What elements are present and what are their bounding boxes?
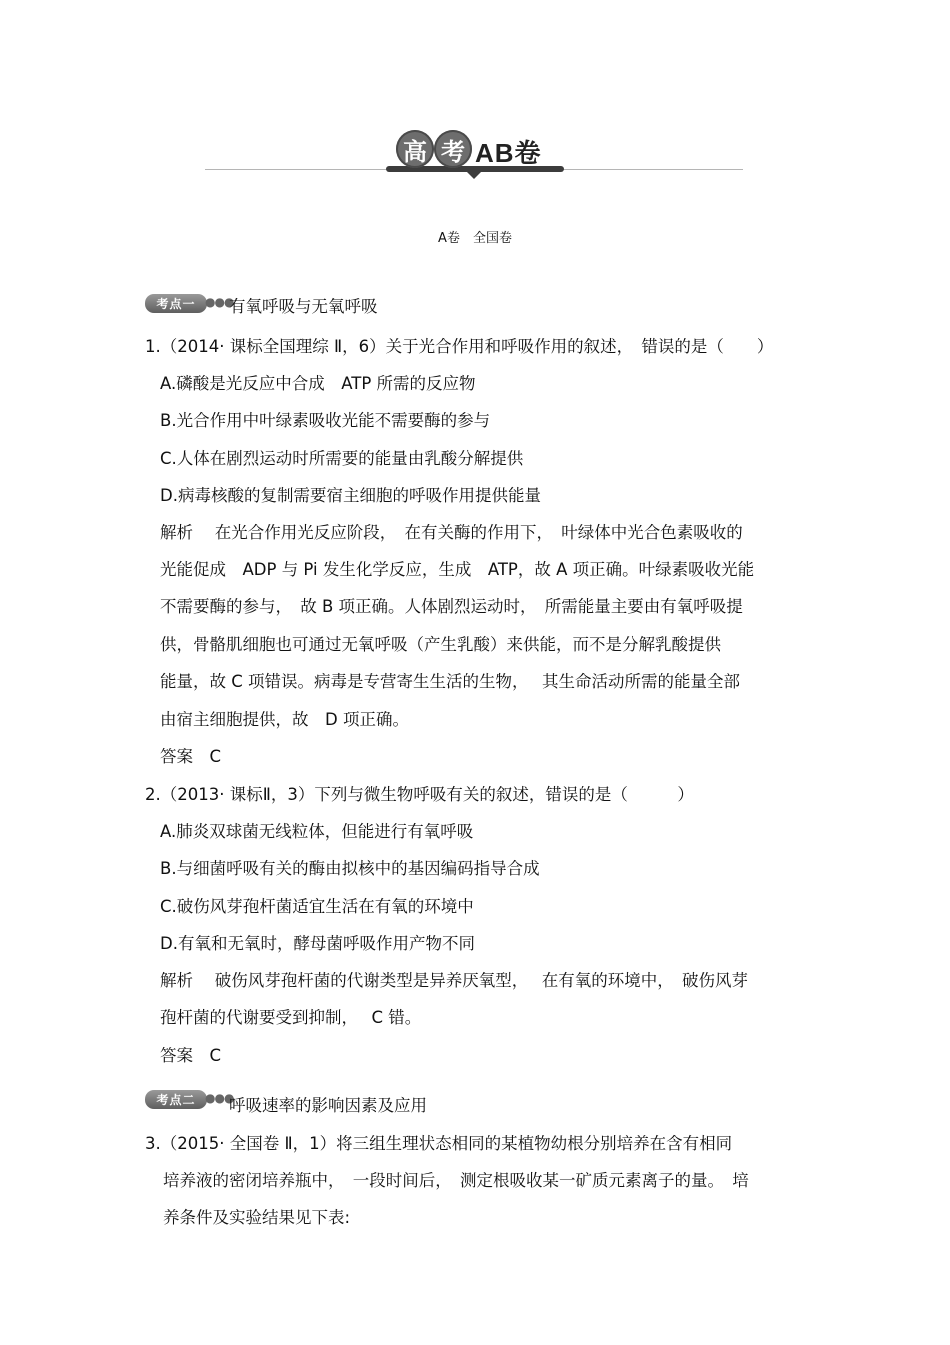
answer: 答案 C bbox=[160, 747, 222, 766]
question-stem: 3.（2015· 全国卷 Ⅱ，1）将三组生理状态相同的某植物幼根分别培养在含有相同 bbox=[145, 1134, 733, 1153]
header-char-kao: 考 bbox=[434, 130, 472, 168]
option-c: C.人体在剧烈运动时所需要的能量由乳酸分解提供 bbox=[160, 449, 524, 468]
analysis-line: 由宿主细胞提供，故 D 项正确。 bbox=[160, 710, 409, 729]
header-pointer bbox=[466, 171, 482, 179]
header-title-suffix: AB卷 bbox=[475, 138, 542, 168]
analysis-line: 解析 破伤风芽孢杆菌的代谢类型是异养厌氧型， 在有氧的环境中， 破伤风芽 bbox=[160, 971, 748, 990]
section-badge bbox=[145, 1088, 234, 1110]
section-badge bbox=[145, 292, 234, 314]
analysis-line: 解析 在光合作用光反应阶段， 在有关酶的作用下， 叶绿体中光合色素吸收的 bbox=[160, 523, 743, 542]
option-c: C.破伤风芽孢杆菌适宜生活在有氧的环境中 bbox=[160, 897, 474, 916]
header-char-gao: 高 bbox=[396, 130, 434, 168]
section-title: 呼吸速率的影响因素及应用 bbox=[229, 1096, 427, 1115]
question-stem-cont: 培养液的密闭培养瓶中， 一段时间后， 测定根吸收某一矿质元素离子的量。 培 bbox=[163, 1171, 749, 1190]
analysis-line: 供，骨骼肌细胞也可通过无氧呼吸（产生乳酸）来供能，而不是分解乳酸提供 bbox=[160, 635, 721, 654]
analysis-line: 能量，故 C 项错误。病毒是专营寄生生活的生物， 其生命活动所需的能量全部 bbox=[160, 672, 741, 691]
header-rule-left bbox=[205, 169, 388, 170]
option-a: A.肺炎双球菌无线粒体，但能进行有氧呼吸 bbox=[160, 822, 474, 841]
header-rule-right bbox=[563, 169, 743, 170]
option-d: D.病毒核酸的复制需要宿主细胞的呼吸作用提供能量 bbox=[160, 486, 541, 505]
analysis-line: 不需要酶的参与， 故 B 项正确。人体剧烈运动时， 所需能量主要由有氧呼吸提 bbox=[160, 597, 743, 616]
page-subtitle: A卷 全国卷 bbox=[438, 231, 512, 246]
question-stem: 2.（2013· 课标Ⅱ，3）下列与微生物呼吸有关的叙述，错误的是（ ） bbox=[145, 785, 694, 804]
answer: 答案 C bbox=[160, 1046, 222, 1065]
question-stem: 1.（2014· 课标全国理综 Ⅱ，6）关于光合作用和呼吸作用的叙述， 错误的是（ ） bbox=[145, 337, 774, 356]
analysis-line: 光能促成 ADP 与 Pi 发生化学反应，生成 ATP，故 A 项正确。叶绿素吸收光能 bbox=[160, 560, 755, 579]
question-stem-cont: 养条件及实验结果见下表: bbox=[163, 1208, 351, 1227]
analysis-line: 孢杆菌的代谢要受到抑制， C 错。 bbox=[160, 1008, 422, 1027]
section-title: 有氧呼吸与无氧呼吸 bbox=[229, 297, 378, 316]
dots-icon: ●●● bbox=[205, 295, 234, 309]
option-b: B.与细菌呼吸有关的酶由拟核中的基因编码指导合成 bbox=[160, 859, 540, 878]
section-badge-label: 考点二 bbox=[145, 1090, 207, 1109]
option-a: A.磷酸是光反应中合成 ATP 所需的反应物 bbox=[160, 374, 476, 393]
option-b: B.光合作用中叶绿素吸收光能不需要酶的参与 bbox=[160, 411, 491, 430]
section-badge-label: 考点一 bbox=[145, 294, 207, 313]
dots-icon: ●●● bbox=[205, 1091, 234, 1105]
option-d: D.有氧和无氧时，酵母菌呼吸作用产物不同 bbox=[160, 934, 475, 953]
